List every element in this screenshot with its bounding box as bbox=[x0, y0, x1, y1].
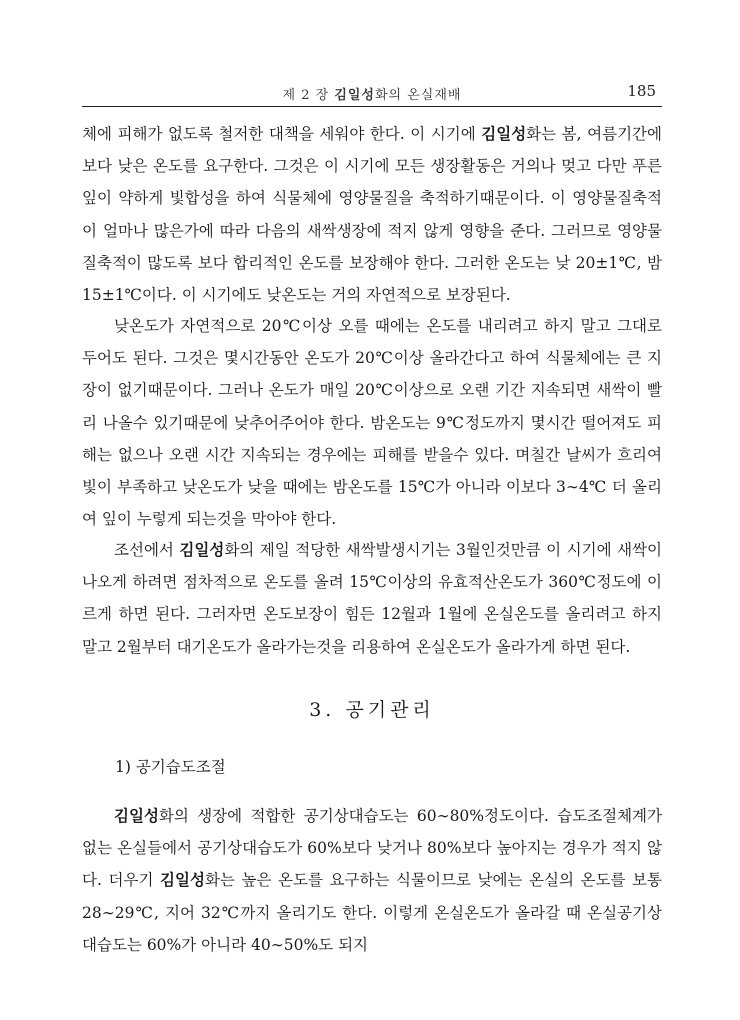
paragraph-3-text-c: 화의 제일 적당한 새싹발생시기는 3월인것만큼 이 시기에 새싹이 나오게 하려면 점차적으로 온도를 올려 15℃이상의 유효적산온도가 360℃정도에 이르게 하면 된다. 그러자면 온도보장이 힘든 12월과 1월에 온실온도를 올리려고 하지 말고 2월부터 대기온도가 올라가는것을 리용하여 온실온도가 올라가게 하면 된다. bbox=[82, 541, 662, 656]
paragraph-2: 낮온도가 자연적으로 20℃이상 오를 때에는 온도를 내리려고 하지 말고 그대로 두어도 된다. 그것은 몇시간동안 온도가 20℃이상 올라간다고 하여 식물체에는 큰 지장이 없기때문이다. 그러나 온도가 매일 20℃이상으로 오랜 기간 지속되면 새싹이 빨리 나올수 있기때문에 낮추어주어야 한다. 밤온도는 9℃정도까지 몇시간 떨어져도 피해는 없으나 오랜 시간 지속되는 경우에는 피해를 받을수 있다. 며칠간 날씨가 흐리여 빛이 부족하고 낮온도가 낮을 때에는 밤온도를 15℃가 아니라 이보다 3∼4℃ 더 올리여 잎이 누렇게 되는것을 막아야 한다. bbox=[82, 317, 662, 529]
paragraph-1-text-c: 화는 봄, 여름기간에보다 낮은 온도를 요구한다. 그것은 이 시기에 모든 생장활동은 거의나 멎고 다만 푸른 잎이 약하게 빛합성을 하여 식물체에 영양물질을 축적하기때문이다. 이 영양물질축적이 얼마나 많은가에 따라 다음의 새싹생장에 적지 않게 영향을 준다. 그러므로 영양물질축적이 많도록 보다 합리적인 온도를 보장해야 한다. 그러한 온도는 낮 20±1℃, 밤 15±1℃이다. 이 시기에도 낮온도는 거의 자연적으로 보장된다. bbox=[82, 125, 662, 305]
paragraph-4 bbox=[82, 800, 662, 961]
header-title bbox=[82, 84, 662, 103]
paragraph-3-bold-name: 김일성 bbox=[179, 540, 225, 559]
paragraph-4-text-b: 화의 생장에 적합한 공기상대습도는 60∼80%정도이다. 습도조절체계가 없는 온실들에서 공기상대습도가 60%보다 낮거나 80%보다 높아지는 경우가 적지 않다. 더우기 bbox=[82, 807, 662, 890]
header-rest: 화의 온실재배 bbox=[375, 88, 462, 103]
paragraph-3-text-a: 조선에서 bbox=[114, 541, 180, 559]
paragraph-1-text-a: 체에 피해가 없도록 철저한 대책을 세워야 한다. 이 시기에 bbox=[82, 125, 482, 143]
paragraph-1-bold-name: 김일성 bbox=[481, 124, 527, 143]
section-heading: 3. 공기관리 bbox=[309, 699, 435, 721]
paragraph-1 bbox=[82, 118, 662, 311]
subsection-heading: 1) 공기습도조절 bbox=[115, 758, 226, 776]
page-number: 185 bbox=[627, 82, 656, 100]
paragraph-3 bbox=[82, 534, 662, 663]
paragraph-4-bold-name-2: 김일성 bbox=[160, 870, 205, 890]
header-name: 김일성 bbox=[334, 88, 375, 103]
paragraph-4-bold-name-1: 김일성 bbox=[114, 806, 159, 825]
paragraph-4-text-d: 화는 높은 온도를 요구하는 식물이므로 낮에는 온실의 온도를 보통 28∼29℃, 지어 32℃까지 올리기도 한다. 이렇게 온실온도가 올라갈 때 온실공기상대습도는 60%가 아니라 40∼50%도 되지 bbox=[82, 871, 662, 954]
running-header bbox=[82, 84, 662, 107]
header-chapter: 제 2 장 bbox=[282, 88, 335, 103]
